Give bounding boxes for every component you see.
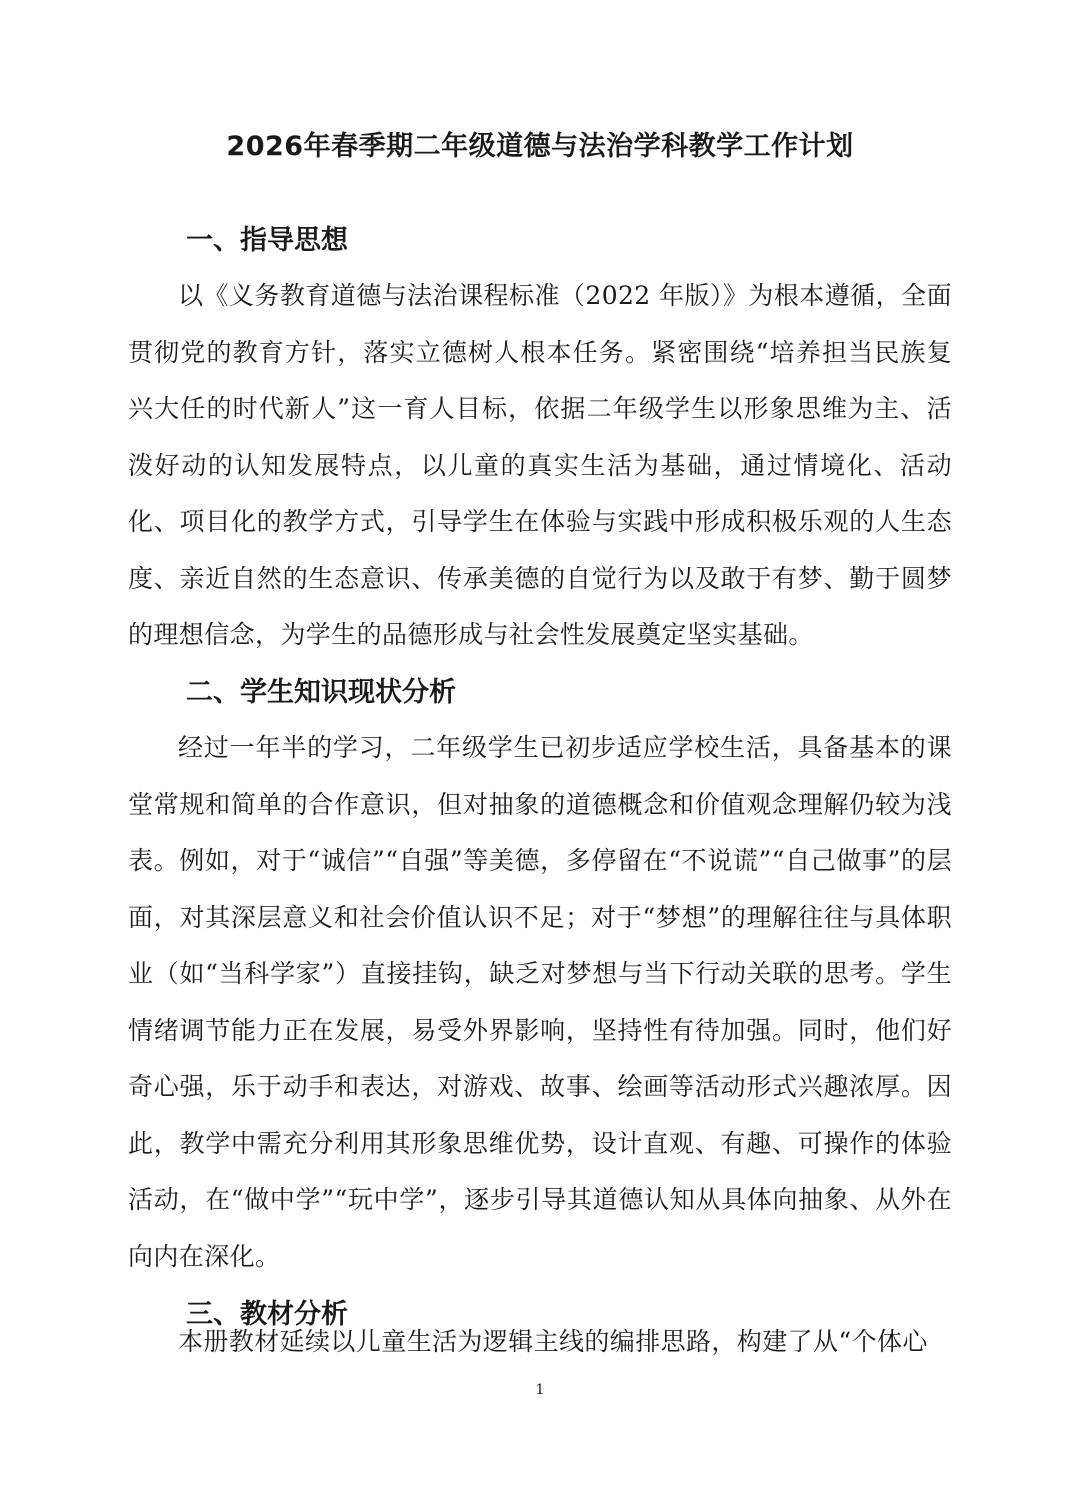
- section-body-textbook-analysis: 本册教材延续以儿童生活为逻辑主线的编排思路，构建了从“个体心: [178, 1327, 928, 1356]
- page-number: 1: [535, 1382, 545, 1398]
- section-heading-student-analysis: 二、学生知识现状分析: [186, 677, 456, 708]
- document-title: 2026年春季期二年级道德与法治学科教学工作计划: [226, 131, 854, 162]
- section-heading-guiding-ideology: 一、指导思想: [186, 225, 348, 256]
- section-body-guiding-ideology: 以《义务教育道德与法治课程标准（2022 年版）》为根本遵循，全面贯彻党的教育方针，落实立德树人根本任务。紧密围绕“培养担当民族复兴大任的时代新人”这一育人目标，依据二年级学生以形象思维为主、活泼好动的认知发展特点，以儿童的真实生活为基础，通过情境化、活动化、项目化的教学方式，引导学生在体验与实践中形成积极乐观的人生态度、亲近自然的生态意识、传承美德的自觉行为以及敢于有梦、勤于圆梦的理想信念，为学生的品德形成与社会性发展奠定坚实基础。: [128, 281, 952, 649]
- section-heading-textbook-analysis: 三、教材分析: [186, 1299, 348, 1330]
- section-body-student-analysis: 经过一年半的学习，二年级学生已初步适应学校生活，具备基本的课堂常规和简单的合作意识，但对抽象的道德概念和价值观念理解仍较为浅表。例如，对于“诚信”“自强”等美德，多停留在“不说谎”“自己做事”的层面，对其深层意义和社会价值认识不足；对于“梦想”的理解往往与具体职业（如“当科学家”）直接挂钩，缺乏对梦想与当下行动关联的思考。学生情绪调节能力正在发展，易受外界影响，坚持性有待加强。同时，他们好奇心强，乐于动手和表达，对游戏、故事、绘画等活动形式兴趣浓厚。因此，教学中需充分利用其形象思维优势，设计直观、有趣、可操作的体验活动，在“做中学”“玩中学”，逐步引导其道德认知从具体向抽象、从外在向内在深化。: [128, 733, 952, 1271]
